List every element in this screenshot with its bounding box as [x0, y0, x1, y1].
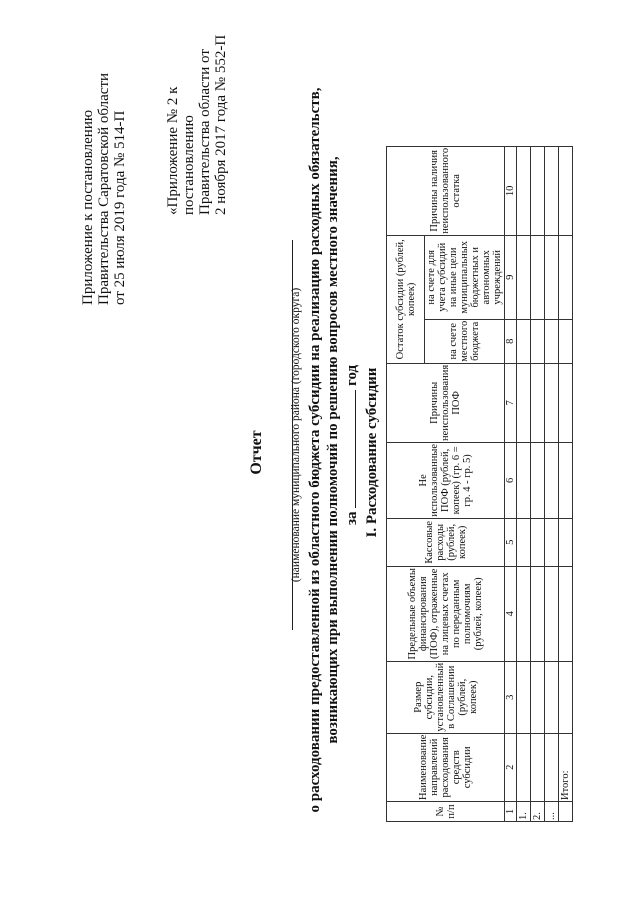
period-prefix: за [344, 511, 360, 525]
section-title: I. Расходование субсидии [364, 367, 380, 538]
column-number: 6 [505, 442, 517, 518]
period-line [342, 365, 361, 525]
column-number: 3 [505, 661, 517, 733]
total-row [559, 146, 573, 821]
row-number: 1. [517, 802, 531, 822]
column-number: 8 [505, 319, 517, 363]
column-number: 7 [505, 363, 517, 442]
column-number: 2 [505, 733, 517, 801]
report-subtitle: о расходовании предоставленной из областного бюджета субсидии на реализацию расходных обязательств, [307, 87, 323, 813]
header-name: Наименование направлений расходования средств субсидии [387, 733, 505, 801]
header-no: № п/п [387, 802, 505, 822]
report-subtitle: возникающих при выполнении полномочий по решению вопросов местного значения, [325, 156, 341, 744]
table-row [545, 146, 559, 821]
report-title: Отчет [248, 430, 265, 475]
period-suffix: год [344, 364, 360, 386]
appendix2-block [165, 5, 229, 215]
header-balance: Остаток субсидии (рублей, копеек) [387, 235, 425, 363]
header-unused: Не использованные ПОФ (рублей, копеек) (гр. 6 = гр. 4 - гр. 5) [387, 442, 505, 518]
appendix-line: Приложение к постановлению [80, 109, 96, 305]
header-balance-other: на счете для учета субсидий на иные цели муниципальных бюджетных и автономных учреждений [425, 235, 505, 319]
name-caption: (наименование муниципального района (городского округа) [290, 287, 302, 583]
row-number: ... [545, 802, 559, 822]
column-number: 1 [505, 802, 517, 822]
header-reasons-balance: Причины наличия неиспользованного остатка [387, 146, 505, 235]
appendix2-line: Правительства области от [197, 49, 213, 215]
row-number: 2. [531, 802, 545, 822]
total-label: Итого: [559, 733, 573, 801]
appendix-line: Правительства Саратовской области [96, 72, 112, 305]
appendix-line: от 25 июля 2019 года № 514-П [112, 110, 128, 305]
column-number: 10 [505, 146, 517, 235]
period-blank [342, 390, 356, 508]
table-row [531, 146, 545, 821]
header-balance-local: на счете местного бюджета [425, 319, 505, 363]
header-size: Размер субсидии, установленный в Соглашении (рублей, копеек) [387, 661, 505, 733]
column-number: 4 [505, 566, 517, 661]
column-number: 5 [505, 518, 517, 566]
subsidy-table [386, 146, 573, 822]
column-number: 9 [505, 235, 517, 319]
header-cash: Кассовые расходы (рублей, копеек) [387, 518, 505, 566]
column-number-row [505, 146, 517, 821]
appendix2-line: 2 ноября 2017 года № 552-П [213, 34, 229, 215]
appendix-block [80, 5, 128, 305]
table-row [517, 146, 531, 821]
appendix2-line: «Приложение № 2 к постановлению [165, 86, 197, 215]
header-limit: Предельные объемы финансирования (ПОФ), отраженные на лицевых счетах по переданным полномочиям (рублей, копеек) [387, 566, 505, 661]
header-reasons: Причины неиспользования ПОФ [387, 363, 505, 442]
